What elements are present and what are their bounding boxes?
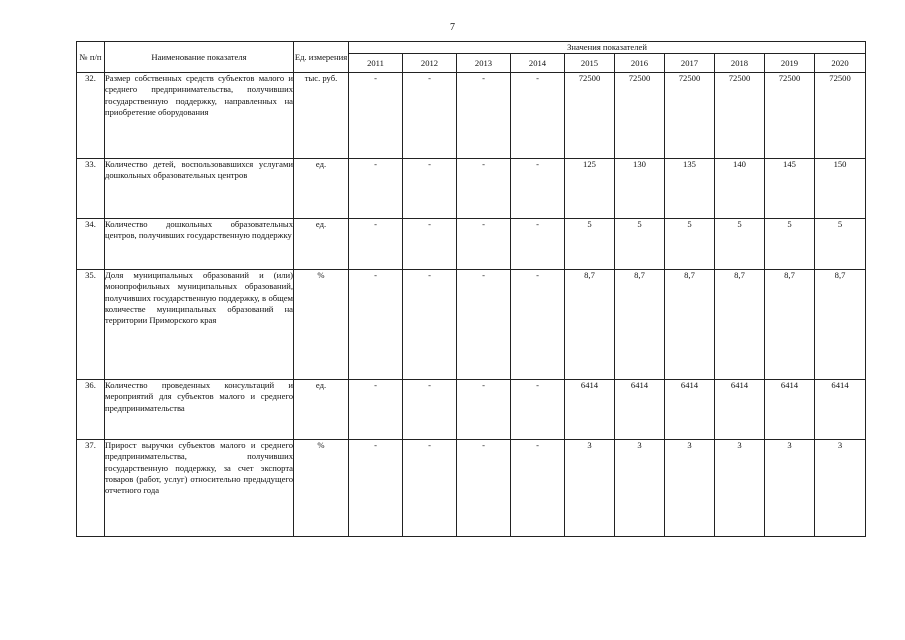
indicator-name: Прирост выручки субъектов малого и среднего предпринимательства, получивших государственную поддержку, за счет экспорта товаров (работ, услуг) относительно предыдущего отчетного года [105,440,294,537]
value-cell-2017: 5 [665,219,715,270]
value-cell-2016: 5 [615,219,665,270]
value-cell-2013: - [457,219,511,270]
header-num: № п/п [77,42,105,73]
page-number: 7 [450,22,455,33]
table-body [77,73,866,537]
value-cell-2011: - [349,380,403,440]
value-cell-2015: 125 [565,159,615,219]
value-cell-2014: - [511,73,565,159]
value-cell-2011: - [349,159,403,219]
year-2016: 2016 [615,54,665,73]
value-cell-2012: - [403,73,457,159]
value-cell-2020: 5 [815,219,866,270]
value-cell-2016: 6414 [615,380,665,440]
value-cell-2014: - [511,380,565,440]
row-number: 37. [77,440,105,537]
indicator-name: Количество дошкольных образовательных центров, получивших государственную поддержку [105,219,294,270]
value-cell-2011: - [349,219,403,270]
year-2018: 2018 [715,54,765,73]
value-cell-2013: - [457,380,511,440]
value-cell-2016: 3 [615,440,665,537]
year-2019: 2019 [765,54,815,73]
value-cell-2016: 8,7 [615,270,665,380]
value-cell-2013: - [457,159,511,219]
table-row [77,219,866,270]
value-cell-2012: - [403,219,457,270]
unit-cell: ед. [294,159,349,219]
value-cell-2012: - [403,159,457,219]
value-cell-2015: 8,7 [565,270,615,380]
table-row [77,73,866,159]
value-cell-2013: - [457,440,511,537]
value-cell-2020: 6414 [815,380,866,440]
header-name: Наименование показателя [105,42,294,73]
unit-cell: % [294,440,349,537]
value-cell-2019: 3 [765,440,815,537]
value-cell-2019: 72500 [765,73,815,159]
value-cell-2013: - [457,73,511,159]
unit-cell: % [294,270,349,380]
indicator-name: Количество проведенных консультаций и мероприятий для субъектов малого и среднего предпринимательства [105,380,294,440]
value-cell-2013: - [457,270,511,380]
table-row [77,380,866,440]
value-cell-2015: 3 [565,440,615,537]
row-number: 35. [77,270,105,380]
table-row [77,440,866,537]
value-cell-2011: - [349,73,403,159]
value-cell-2020: 8,7 [815,270,866,380]
value-cell-2017: 135 [665,159,715,219]
value-cell-2014: - [511,270,565,380]
year-2012: 2012 [403,54,457,73]
value-cell-2014: - [511,159,565,219]
unit-cell: ед. [294,380,349,440]
value-cell-2017: 8,7 [665,270,715,380]
header-unit: Ед. измерения [294,42,349,73]
indicator-name: Доля муниципальных образований и (или) монопрофильных муниципальных образований, получивших государственную поддержку, в общем количестве муниципальных образований на территории Приморского края [105,270,294,380]
value-cell-2018: 6414 [715,380,765,440]
value-cell-2016: 130 [615,159,665,219]
value-cell-2017: 72500 [665,73,715,159]
value-cell-2018: 3 [715,440,765,537]
value-cell-2015: 72500 [565,73,615,159]
row-number: 36. [77,380,105,440]
value-cell-2011: - [349,440,403,537]
unit-cell: ед. [294,219,349,270]
indicator-name: Размер собственных средств субъектов малого и среднего предпринимательства, получивших государственную поддержку, направленных на приобретение оборудования [105,73,294,159]
value-cell-2020: 150 [815,159,866,219]
value-cell-2012: - [403,440,457,537]
table-row [77,270,866,380]
value-cell-2019: 5 [765,219,815,270]
value-cell-2020: 72500 [815,73,866,159]
indicator-name: Количество детей, воспользовавшихся услугами дошкольных образовательных центров [105,159,294,219]
row-number: 32. [77,73,105,159]
unit-cell: тыс. руб. [294,73,349,159]
row-number: 34. [77,219,105,270]
value-cell-2014: - [511,219,565,270]
year-2017: 2017 [665,54,715,73]
header-values: Значения показателей [349,42,866,54]
value-cell-2012: - [403,380,457,440]
value-cell-2015: 6414 [565,380,615,440]
year-2020: 2020 [815,54,866,73]
value-cell-2012: - [403,270,457,380]
year-2013: 2013 [457,54,511,73]
value-cell-2019: 6414 [765,380,815,440]
header-row [77,42,866,54]
year-2014: 2014 [511,54,565,73]
year-2015: 2015 [565,54,615,73]
value-cell-2015: 5 [565,219,615,270]
value-cell-2019: 145 [765,159,815,219]
value-cell-2016: 72500 [615,73,665,159]
value-cell-2017: 6414 [665,380,715,440]
year-2011: 2011 [349,54,403,73]
value-cell-2019: 8,7 [765,270,815,380]
value-cell-2018: 5 [715,219,765,270]
value-cell-2018: 140 [715,159,765,219]
row-number: 33. [77,159,105,219]
value-cell-2017: 3 [665,440,715,537]
value-cell-2011: - [349,270,403,380]
value-cell-2020: 3 [815,440,866,537]
indicators-table [76,41,866,537]
value-cell-2014: - [511,440,565,537]
value-cell-2018: 8,7 [715,270,765,380]
value-cell-2018: 72500 [715,73,765,159]
table-row [77,159,866,219]
